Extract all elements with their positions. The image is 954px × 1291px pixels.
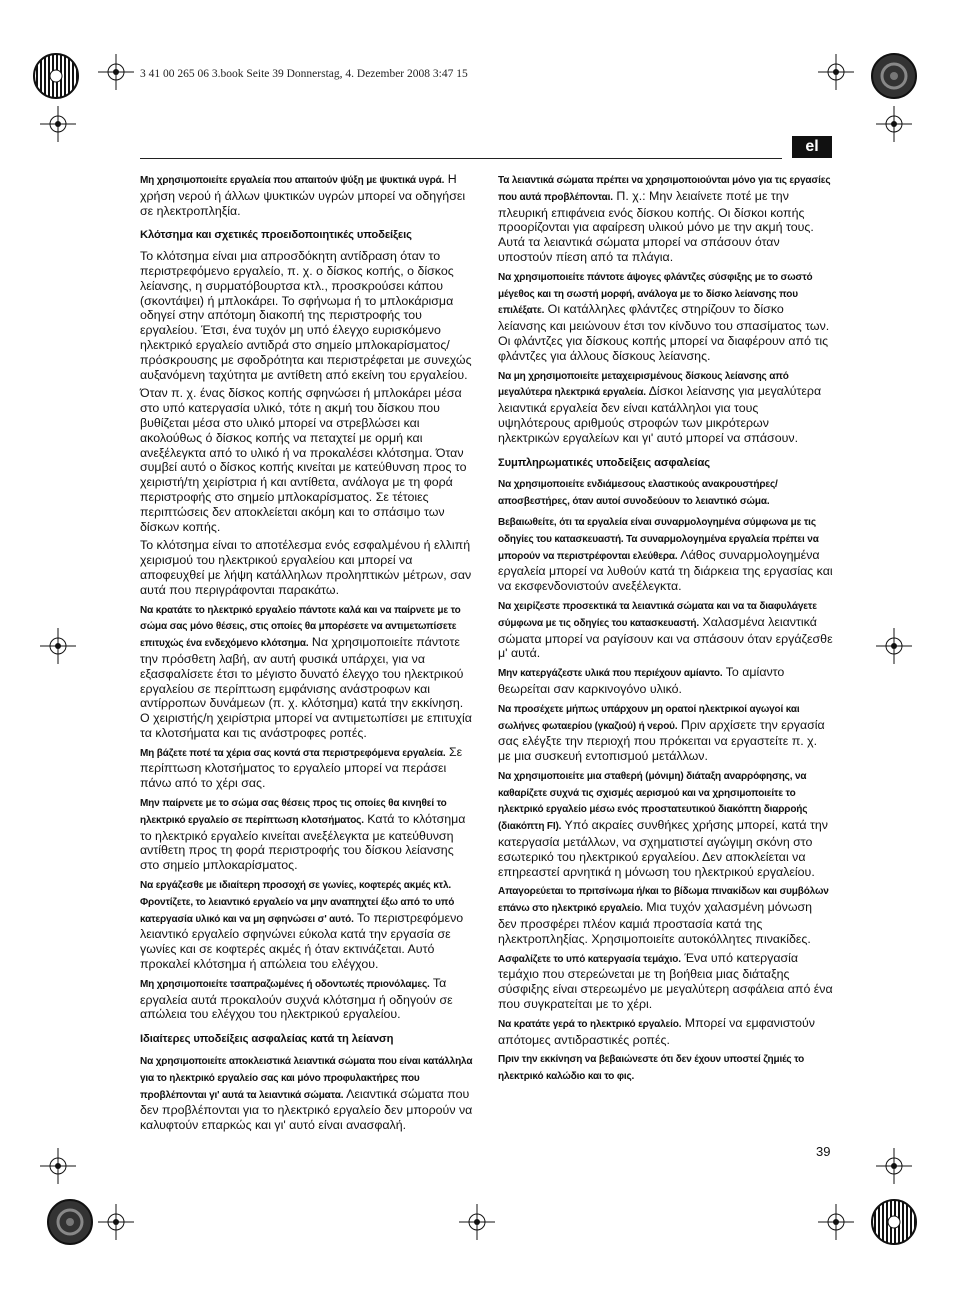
paragraph-text: Το αμίαντο θεωρείται σαν καρκινογόνο υλικό.	[498, 665, 785, 696]
crosshair-mark	[98, 54, 134, 90]
bold-lead: Να κρατάτε το ηλεκτρικό εργαλείο πάντοτε καλά και να παίρνετε με το σώμα σας μόνο θέσεις, στις οποίες θα μπορέσετε να αντιμετωπίσετε επιτυχώς ένα ενδεχόμενο κλότσημα.	[140, 604, 461, 650]
paragraph-text: Χαλασμένα λειαντικά σώματα μπορεί να ραγίσουν και να σπάσουν όταν εργάζεσθε μ' αυτά.	[498, 614, 833, 661]
paragraph	[498, 1016, 833, 1048]
crosshair-mark	[876, 106, 912, 142]
bold-lead: Ασφαλίζετε το υπό κατεργασία τεμάχιο.	[498, 953, 681, 965]
header-rule	[140, 158, 782, 159]
bold-lead: Μη χρησιμοποιείτε τσαπραζωμένες ή οδοντωτές πριονόλαμες.	[140, 978, 430, 990]
bold-lead: Να μη χρησιμοποιείτε μεταχειρισμένους δίσκους λείανσης από μεγαλύτερα ηλεκτρικά εργαλεία.	[498, 370, 789, 399]
bold-lead: Βεβαιωθείτε, ότι τα εργαλεία είναι συναρμολογημένα σύμφωνα με τις οδηγίες του κατασκευαστή. Τα συναρμολογημένα εργαλεία πρέπει να μπορούν να περιστρέφονται ελεύθερα.	[498, 516, 819, 562]
bold-lead: Απαγορεύεται το πριτσίνωμα ή/και το βίδωμα πινακίδων και συμβόλων επάνω στο ηλεκτρικό εργαλείο.	[498, 886, 829, 915]
paragraph	[140, 172, 475, 218]
paragraph-text: Κατά το κλότσημα το ηλεκτρικό εργαλείο κινείται ανεξέλεγκτα με κατεύθυνση αντίθετη προς τη φορά περιστροφής του δίσκου λείανσης στο σημείο μπλοκαρίσματος.	[140, 811, 466, 873]
paragraph	[140, 1053, 475, 1133]
bold-lead: Πριν την εκκίνηση να βεβαιώνεστε ότι δεν έχουν υποστεί ζημιές το ηλεκτρικό καλώδιο και το φις.	[498, 1054, 805, 1083]
bold-lead: Να χρησιμοποιείτε πάντοτε άψογες φλάντζες σύσφιξης με το σωστό μέγεθος και τη σωστή μορφή, ανάλογα με το δίσκο λείανσης που επιλέξατε.	[498, 271, 813, 317]
crosshair-mark	[40, 106, 76, 142]
paragraph-text: Η χρήση νερού ή άλλων ψυκτικών υγρών μπορεί να οδηγήσει σε ηλεκτροπληξία.	[140, 172, 466, 218]
paragraph-text: Τα εργαλεία αυτά προκαλούν συχνά κλότσημα ή οδηγούν σε απώλεια του ελέγχου του ηλεκτρικού εργαλείου.	[140, 975, 453, 1022]
crosshair-mark	[40, 1148, 76, 1184]
paragraph-text: Όταν π. χ. ένας δίσκος κοπής σφηνώσει ή μπλοκάρει μέσα στο υπό κατεργασία υλικό, τότε η ακμή του δίσκου που βυθίζεται μέσα στο υλικό μπορεί να στρεβλώσει και ακολούθως ό δίσκος κοπής να πεταχτεί με ορμή και ανεξέλεγκτα από το υλικό ή να προκαλέσει κλότσημα. Όταν συμβεί αυτό ο δίσκος κοπής κινείται με κατεύθυνση προς το χειριστή/τη χειρίστρια ή και αντίθετα, ανάλογα με τη φορά περιστροφής στο σημείο μπλοκαρίσματος. Σε τέτοιες περιπτώσεις δεν αποκλείεται ακόμη και το σπάσιμο των δίσκων κοπής.	[140, 386, 467, 534]
paragraph-text: Μπορεί να εμφανιστούν απότομες αντιδραστικές ροπές.	[498, 1015, 815, 1047]
paragraph	[498, 951, 833, 1012]
registration-mark-top-right	[866, 48, 922, 104]
registration-mark-bottom-left	[42, 1194, 98, 1250]
bold-lead: Μη βάζετε ποτέ τα χέρια σας κοντά στα περιστρεφόμενα εργαλεία.	[140, 747, 446, 759]
paragraph	[140, 602, 475, 741]
paragraph	[140, 976, 475, 1022]
paragraph-text: Το περιστρεφόμενο λειαντικό εργαλείο σφηνώνει εύκολα κατά την εργασία σε γωνίες και σε κοφτερές ακμές ή όταν εκτινάζεται. Αυτό προκαλεί κλότσημα ή απώλεια του ελέγχου.	[140, 910, 464, 972]
paragraph	[498, 598, 833, 661]
bold-lead: Να χρησιμοποιείτε αποκλειστικά λειαντικά σώματα που είναι κατάλληλα για το ηλεκτρικό εργαλείο σας και μόνο προφυλακτήρες που προβλέπονται γι' αυτά τα λειαντικά σώματα.	[140, 1056, 473, 1101]
crosshair-mark	[40, 628, 76, 664]
paragraph	[498, 1051, 833, 1085]
paragraph	[498, 476, 833, 510]
paragraph	[498, 172, 833, 265]
crosshair-mark	[818, 1204, 854, 1240]
bold-lead: Τα λειαντικά σώματα πρέπει να χρησιμοποιούνται μόνο για τις εργασίες που αυτά προβλέπονται.	[498, 175, 831, 203]
paragraph	[498, 514, 833, 594]
paragraph	[140, 538, 475, 597]
paragraph	[140, 795, 475, 873]
paragraph-text: Δίσκοι λείανσης για μεγαλύτερα λειαντικά εργαλεία δεν είναι κατάλληλοι για τους υψηλότερους αριθμούς στροφών των μικρότερων ηλεκτρικών εργαλείων και γι' αυτό μπορεί να σπάσουν.	[498, 384, 822, 445]
print-slug: 3 41 00 265 06 3.book Seite 39 Donnerstag, 4. Dezember 2008 3:47 15	[140, 68, 468, 80]
right-column	[498, 172, 833, 1089]
paragraph	[140, 877, 475, 972]
paragraph	[498, 665, 833, 697]
registration-mark-top-left	[28, 48, 84, 104]
paragraph-text: Λειαντικά σώματα που δεν προβλέπονται για το ηλεκτρικό εργαλείο δεν μπορούν να καλυφτούν επαρκώς και γι' αυτό είναι ανασφαλή.	[140, 1086, 473, 1133]
section-heading: Κλότσημα και σχετικές προειδοποιητικές υποδείξεις	[140, 229, 412, 242]
registration-mark-bottom-right	[866, 1194, 922, 1250]
crosshair-mark	[818, 54, 854, 90]
paragraph-text: Π. χ.: Μην λειαίνετε ποτέ με την πλευρική επιφάνεια ενός δίσκου κοπής. Οι δίσκοι κοπής προορίζονται για αφαίρεση υλικού μόνο με την ακμή τους. Αυτά τα λειαντικά σώματα μπορεί να σπάσουν όταν υποστούν πίεση από τα πλάγια.	[498, 188, 814, 264]
paragraph-text: Οι κατάλληλες φλάντζες στηρίζουν το δίσκο λείανσης και μειώνουν έτσι τον κίνδυνο του σπασίματος των. Οι φλάντζες για δίσκους κοπής μπορεί να διαφέρουν από τις φλάντζες για άλλους δίσκους λείανσης.	[498, 302, 830, 363]
paragraph	[498, 883, 833, 946]
section-heading: Συμπληρωματικές υποδείξεις ασφαλείας	[498, 456, 710, 469]
paragraph	[498, 269, 833, 364]
page-number: 39	[816, 1144, 831, 1159]
left-column	[140, 172, 475, 1137]
bold-lead: Μην κατεργάζεστε υλικά που περιέχουν αμίαντο.	[498, 668, 723, 680]
paragraph	[140, 745, 475, 791]
paragraph-text: Ένα υπό κατεργασία τεμάχιο που στερεώνεται με τη βοήθεια μιας διάταξης σύσφιξης είναι στερεωμένο με μεγαλύτερη ασφάλεια από ένα που συγκρατείται με το χέρι.	[498, 950, 833, 1012]
bold-lead: Να προσέχετε μήπως υπάρχουν μη ορατοί ηλεκτρικοί αγωγοί και σωλήνες φωταερίου (γκαζιού) ή νερού.	[498, 703, 800, 732]
bold-lead: Να χειρίζεστε προσεκτικά τα λειαντικά σώματα και να τα διαφυλάγετε σύμφωνα με τις οδηγίες του κατασκευαστή.	[498, 600, 817, 629]
crosshair-mark	[98, 1204, 134, 1240]
crosshair-mark	[876, 1148, 912, 1184]
paragraph-text: Το κλότσημα είναι μια απροσδόκητη αντίδραση όταν το περιστρεφόμενο εργαλείο, π. χ. ο δίσκος κοπής, ο δίσκος λείανσης, η συρματόβουρτσα κτλ., προσκρούσει κάπου (σκοντάψει) ή μπλοκάρει. Το σφήνωμα ή το μπλοκάρισμα οδηγεί στην απότομη διακοπή της περιστροφής του εργαλείου. Έτσι, ένα τυχόν μη υπό έλεγχο ευρισκόμενο ηλεκτρικό εργαλείο αντιδρά στο σημείο μπλοκαρίσματος/ πρόσκρουσης με σφοδρότητα και περιστρέφεται με συνεχώς αυξανόμενη ταχύτητα με αντίθετη από εκείνη του εργαλείου.	[140, 249, 472, 382]
paragraph-text: Να χρησιμοποιείτε πάντοτε την πρόσθετη λαβή, αν αυτή φυσικά υπάρχει, για να εξασφαλίσετε έτσι το μέγιστο δυνατό έλεγχο του ηλεκτρικού εργαλείου σε περίπτωση εμφάνισης ανάστροφων και αντίρροπων δυνάμεων (π. χ. κλότσημα) κατά την εκκίνηση. Ο χειριστής/η χειρίστρια μπορεί να αντιμετωπίσει με επιτυχία τα κλοτσήματα και τις ανάστροφες ροπές.	[140, 635, 472, 740]
paragraph	[140, 249, 475, 382]
paragraph-text: Σε περίπτωση κλοτσήματος το εργαλείο μπορεί να περάσει πάνω από το χέρι σας.	[140, 744, 463, 791]
paragraph-text: Μια τυχόν χαλασμένη μόνωση δεν προσφέρει πλέον καμιά προστασία κατά της ηλεκτροπληξίας. Χρησιμοποιείτε αυτοκόλλητες πινακίδες.	[498, 900, 813, 946]
bold-lead: Μην παίρνετε με το σώμα σας θέσεις προς τις οποίες θα κινηθεί το ηλεκτρικό εργαλείο σε περίπτωση κλοτσήματος.	[140, 798, 447, 826]
bold-lead: Να κρατάτε γερά το ηλεκτρικό εργαλείο.	[498, 1018, 682, 1030]
bold-lead: Μη χρησιμοποιείτε εργαλεία που απαιτούν ψύξη με ψυκτικά υγρά.	[140, 175, 445, 186]
crosshair-mark	[876, 628, 912, 664]
crosshair-mark	[459, 1204, 495, 1240]
paragraph-text: Υπό ακραίες συνθήκες χρήσης μπορεί, κατά την κατεργασία μετάλλων, να σχηματιστεί αγώγιμη σκόνη στο εσωτερικό του ηλεκτρικού εργαλείου. Δεν αποκλείεται να επηρεαστεί αρνητικά η μόνωση του ηλεκτρικού εργαλείου.	[498, 818, 828, 879]
language-tab: el	[792, 136, 832, 158]
paragraph	[498, 701, 833, 764]
paragraph	[498, 368, 833, 446]
paragraph-text: Πριν αρχίσετε την εργασία σας ελέγξτε την περιοχή που πρόκειται να εργαστείτε π. χ. με μια συσκευή εντοπισμού μετάλλων.	[498, 717, 825, 764]
bold-lead: Να χρησιμοποιείτε ενδιάμεσους ελαστικούς ανακρουστήρες/ αποσβεστήρες, όταν αυτοί συνοδεύουν το λειαντικό σώμα.	[498, 479, 778, 508]
paragraph-text: Λάθος συναρμολογημένα εργαλεία μπορεί να λυθούν κατά τη διάρκεια της εργασίας και να εκσφενδονιστούν ανεξέλεγκτα.	[498, 547, 833, 594]
paragraph	[498, 768, 833, 880]
paragraph	[140, 386, 475, 534]
section-heading: Ιδιαίτερες υποδείξεις ασφαλείας κατά τη λείανση	[140, 1033, 394, 1046]
bold-lead: Να χρησιμοποιείτε μια σταθερή (μόνιμη) διάταξη αναρρόφησης, να καθαρίζετε συχνά τις σχισμές αερισμού και να χρησιμοποιείτε το ηλεκτρικό εργαλείο μέσω ενός προστατευτικού διακόπτη διαρροής (διακόπτη FI).	[498, 770, 808, 833]
paragraph-text: Το κλότσημα είναι το αποτέλεσμα ενός εσφαλμένου ή ελλιπή χειρισμού του ηλεκτρικού εργαλείου και μπορεί να αποφευχθεί με λήψη κατάλληλων προληπτικών μέτρων, σαν αυτά που περιγράφονται παρακάτω.	[140, 538, 472, 597]
bold-lead: Να εργάζεσθε με ιδιαίτερη προσοχή σε γωνίες, κοφτερές ακμές κτλ. Φροντίζετε, το λειαντικό εργαλείο να μην αναπηχτεί έξω από το υπό κατεργασία υλικό και να μη σφηνώσει σ' αυτό.	[140, 880, 455, 925]
